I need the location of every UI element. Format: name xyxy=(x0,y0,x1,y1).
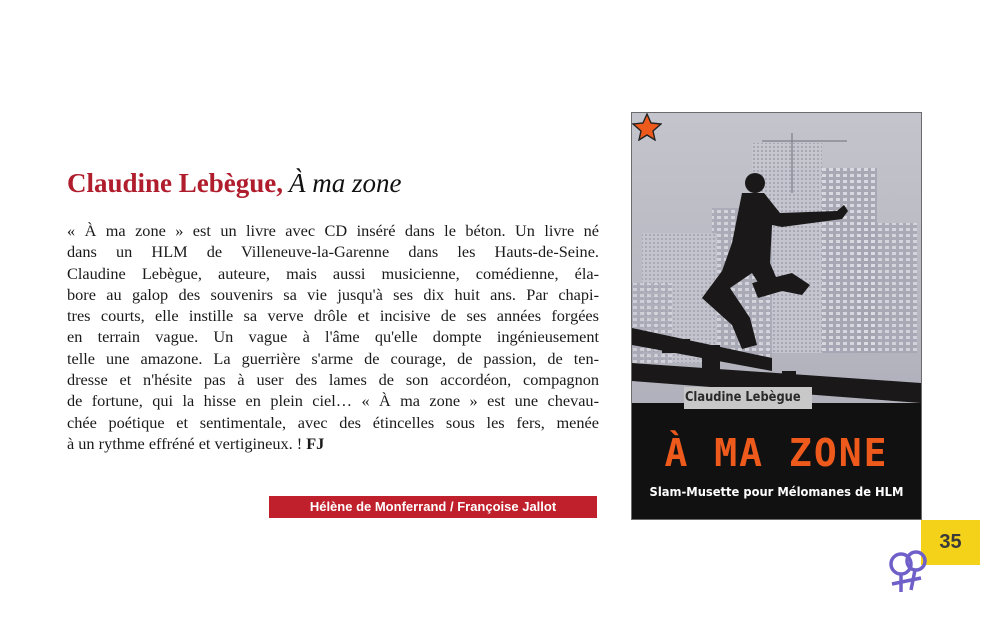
article-title xyxy=(67,168,402,199)
article-title-book: À ma zone xyxy=(289,168,402,198)
body-line: telle une amazone. La guerrière s'arme de courage, de passion, de ten- xyxy=(67,348,599,368)
body-line: bore au galop des souvenirs sa vie jusqu'à ses dix huit ans. Par chapi- xyxy=(67,284,599,304)
cover-author: Claudine Lebègue xyxy=(685,389,801,405)
article-body xyxy=(67,220,599,454)
book-cover xyxy=(631,112,922,520)
body-line: en terrain vague. Un vague à l'âme qu'elle dompte ingénieusement xyxy=(67,327,599,347)
body-line: dresse et n'hésite pas à user des lames de son accordéon, compagnon xyxy=(67,370,599,390)
body-line: Claudine Lebègue, auteure, mais aussi musicienne, comédienne, éla- xyxy=(67,263,599,283)
cover-title: À MA ZONE xyxy=(664,431,889,475)
publisher-logo-icon xyxy=(887,548,931,594)
body-line: de fortune, qui la hisse en plein ciel… « À ma zone » est une chevau- xyxy=(67,391,599,411)
page-number: 35 xyxy=(921,520,980,565)
body-line: tres courts, elle instille sa verve drôle et incisive de ses années forgées xyxy=(67,306,599,326)
body-line: « À ma zone » est un livre avec CD inséré dans le béton. Un livre né xyxy=(67,221,599,240)
body-line: chée poétique et sentimentale, avec des étincelles sous les fers, menée xyxy=(67,412,599,432)
star-icon xyxy=(632,113,662,141)
cover-subtitle: Slam-Musette pour Mélomanes de HLM xyxy=(649,484,904,499)
body-line: dans un HLM de Villeneuve-la-Garenne dans les Hauts-de-Seine. xyxy=(67,242,599,262)
body-last-line xyxy=(67,433,599,454)
article-title-author: Claudine Lebègue, xyxy=(67,168,284,198)
signature: FJ xyxy=(306,433,325,453)
credit-banner: Hélène de Monferrand / Françoise Jallot xyxy=(269,496,597,518)
body-line: à un rythme effréné et vertigineux. ! xyxy=(67,433,303,453)
